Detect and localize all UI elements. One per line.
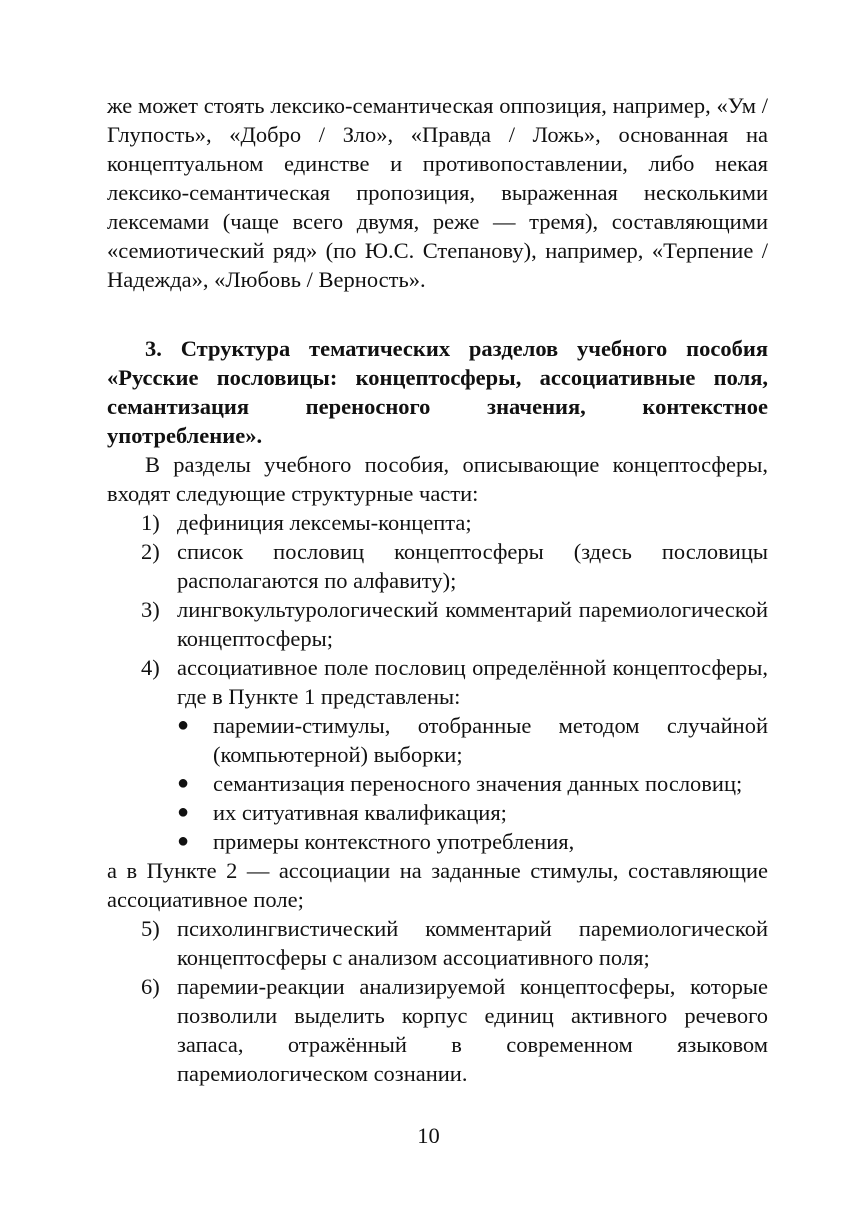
list-item-text: психолингвистический комментарий паремиологической концептосферы с анализом ассоциативного поля; [177,916,768,970]
numbered-list-a [107,508,768,711]
list-item [107,972,768,1088]
list-item-number: 2) [141,539,160,564]
list-item [107,508,768,537]
list-item-text: лингвокультурологический комментарий паремиологической концептосферы; [177,597,768,651]
list-item-number: 4) [141,655,160,680]
list-item-text: список пословиц концептосферы (здесь пословицы располагаются по алфавиту); [177,539,768,593]
list-item-number: 5) [141,916,160,941]
page-number: 10 [417,1123,440,1148]
list-item-text: паремии-реакции анализируемой концептосферы, которые позволили выделить корпус единиц активного речевого запаса, отражённый в современном языковом паремиологическом сознании. [177,974,768,1086]
continuation-paragraph: а в Пункте 2 — ассоциации на заданные стимулы, составляющие ассоциативное поле; [107,858,768,912]
bullet-item-text: семантизация переносного значения данных пословиц; [213,771,743,796]
bullet-item [107,769,768,798]
bullet-list [107,711,768,856]
list-item [107,595,768,653]
section-lead-paragraph: В разделы учебного пособия, описывающие концептосферы, входят следующие структурные части: [107,452,768,506]
list-item-text: ассоциативное поле пословиц определённой концептосферы, где в Пункте 1 представлены: [177,655,768,709]
list-item-text: дефиниция лексемы-концепта; [177,510,472,535]
bullet-item [107,798,768,827]
section-heading: 3. Структура тематических разделов учебного пособия «Русские пословицы: концептосферы, ассоциативные поля, семантизация переносного значения, контекстное употребление». [107,336,768,448]
page-body [107,91,768,1088]
bullet-item-text: примеры контекстного употребления, [213,829,575,854]
list-item-number: 3) [141,597,160,622]
list-item-number: 6) [141,974,160,999]
list-item [107,537,768,595]
bullet-item-text: паремии-стимулы, отобранные методом случайной (компьютерной) выборки; [213,713,768,767]
list-item-number: 1) [141,510,160,535]
list-item [107,653,768,711]
bullet-icon: ● [177,714,190,736]
bullet-item [107,827,768,856]
bullet-icon: ● [177,801,190,823]
bullet-item-text: их ситуативная квалификация; [213,800,507,825]
bullet-icon: ● [177,830,190,852]
bullet-icon: ● [177,772,190,794]
list-item [107,914,768,972]
numbered-list-b [107,914,768,1088]
intro-paragraph: же может стоять лексико-семантическая оппозиция, например, «Ум / Глупость», «Добро / Зло», «Правда / Ложь», основанная на концептуальном единстве и противопоставлении, либо некая лексико-семантическая пропозиция, выраженная несколькими лексемами (чаще всего двумя, реже — тремя), составляющими «семиотический ряд» (по Ю.С. Степанову), например, «Терпение / Надежда», «Любовь / Верность». [107,93,768,292]
bullet-item [107,711,768,769]
